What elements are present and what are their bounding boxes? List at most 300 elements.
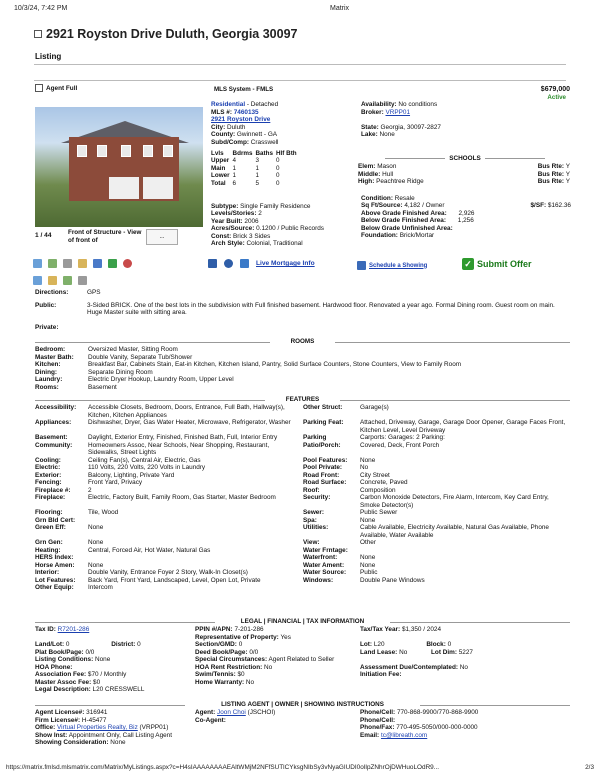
room-label: Dining: (35, 368, 58, 376)
ppin-label: PPIN #/APN: (195, 626, 233, 633)
listing-photo[interactable] (35, 107, 203, 227)
county-value: Gwinnett - GA (236, 131, 278, 139)
rule (340, 400, 570, 401)
room-value: Separate Dining Room (88, 368, 153, 376)
room-value: Double Vanity, Separate Tub/Shower (88, 353, 193, 361)
window (121, 145, 131, 157)
feature-row (35, 539, 570, 547)
levels-cell: 1 (255, 172, 260, 180)
room-label: Rooms: (35, 383, 59, 391)
feature-label: Sewer: (303, 509, 324, 516)
feature-label: Waterfront: (303, 554, 338, 561)
public-remarks-label: Public: (35, 301, 57, 309)
feature-row (35, 562, 570, 570)
feature-value: None (360, 456, 376, 464)
table-row (211, 172, 300, 180)
feature-value: Garage(s) (360, 404, 389, 411)
feature-row (35, 554, 570, 562)
feature-label: Flooring: (35, 509, 63, 516)
feature-value: Balcony, Lighting, Private Yard (88, 471, 175, 479)
address-link[interactable]: 2921 Royston Drive (211, 116, 271, 124)
district-value: 0 (137, 641, 141, 648)
feature-label: Exterior: (35, 471, 62, 479)
assocfee-value: $70 / Monthly (87, 671, 127, 678)
plat-label: Plat Book/Page: (35, 648, 84, 656)
detail-value: Colonial, Traditional (246, 240, 303, 248)
schedule-showing[interactable] (357, 261, 427, 270)
feature-label: Water Frntage: (303, 546, 348, 554)
levels-cell: 0 (276, 172, 280, 180)
rooms-list (35, 346, 570, 392)
detail-label: Year Built: (211, 217, 243, 225)
detail-value: 0.1200 / Public Records (256, 225, 324, 233)
section-label: Section/GMD: (195, 641, 237, 648)
house-facade (69, 137, 179, 201)
detail-label: Arch Style: (211, 240, 245, 248)
above-fin-value: 2,926 (458, 209, 475, 217)
feature-value: Composition (360, 486, 396, 494)
levels-cell: 3 (255, 157, 260, 165)
feature-label: Windows: (303, 576, 334, 584)
area-details (361, 195, 571, 239)
coagent-label: Co-Agent: (195, 716, 226, 724)
levels-cell: Lower (211, 172, 230, 180)
feature-label: Grn Bld Cert: (35, 516, 76, 524)
feature-value: Daylight, Exterior Entry, Finished, Finished Bath, Full, Interior Entry (88, 434, 278, 441)
availability-label: Availability: (361, 101, 397, 108)
flag-icon[interactable] (123, 259, 132, 268)
license-label: Agent License#: (35, 709, 85, 716)
feature-label: HERS Index: (35, 554, 74, 561)
email-link[interactable]: tc@libreath.com (380, 731, 428, 739)
legaldesc-label: Legal Description: (35, 686, 91, 693)
lotdim-label: Lot Dim: (431, 648, 457, 656)
photo-icon[interactable] (48, 259, 57, 268)
condition-label: Condition: (361, 195, 393, 202)
fax-value: 770-495-5050/000-000-0000 (396, 724, 478, 731)
feature-value (360, 584, 570, 592)
feature-value: Tile, Wood (88, 509, 119, 516)
bus-label: Bus Rte: (537, 163, 565, 170)
detail-label: Subtype: (211, 203, 239, 210)
bus-value: Y (565, 178, 570, 186)
rule (390, 622, 570, 623)
feature-label: Fireplace #: (35, 486, 71, 494)
feature-value: Public (360, 569, 378, 576)
feature-value: Cable Available, Electricity Available, Natural Gas Available, Phone Available, Water Available (360, 524, 549, 539)
block-label: Block: (426, 641, 446, 648)
legal-info (35, 626, 570, 694)
feature-value: None (88, 539, 104, 546)
feature-value (360, 547, 570, 555)
feature-label: Other Struct: (303, 404, 343, 411)
psf-value: $162.36 (547, 202, 571, 210)
photo-caption: Front of Structure - View of front of (68, 229, 142, 244)
feature-value: Electric, Factory Built, Family Room, Gas Starter, Master Bedroom (88, 494, 276, 501)
features-heading (35, 396, 570, 403)
feature-label: View: (303, 539, 320, 546)
levels-cell: 1 (232, 172, 237, 180)
levels-cell: 1 (232, 164, 237, 172)
agent-full-label (35, 84, 77, 92)
legal-heading (35, 618, 570, 625)
feature-label: Roof: (303, 486, 320, 494)
lease-value: No (399, 648, 408, 656)
detail-label: Acres/Source: (211, 225, 255, 233)
detail-value: 2 (258, 210, 262, 218)
firm-value: H-45477 (81, 716, 107, 724)
firm-label: Firm License#: (35, 716, 81, 724)
feature-row (35, 509, 570, 517)
assess-label: Assessment Due/Contemplated: (360, 663, 459, 671)
directions-icon[interactable] (108, 259, 117, 268)
levels-cell: 5 (255, 179, 260, 187)
summary-left (211, 101, 300, 188)
feature-row (35, 569, 570, 577)
feature-label: Accessibility: (35, 404, 77, 411)
print-datetime: 10/3/24, 7:42 PM (14, 5, 68, 12)
lake-label: Lake: (361, 131, 378, 139)
rule (420, 705, 570, 706)
summary-right (361, 101, 441, 139)
tax-id-link[interactable]: R7201-286 (57, 626, 90, 633)
feature-row (35, 524, 570, 539)
listcond-value: None (95, 656, 111, 663)
mls-label: MLS #: (211, 108, 232, 116)
detail-value: 2006 (244, 217, 259, 225)
swim-label: Swim/Tennis: (195, 671, 236, 678)
schools-list (358, 163, 570, 186)
lot-value: L20 (373, 641, 385, 648)
agent-heading (35, 701, 570, 708)
swim-value: $0 (237, 671, 245, 678)
feature-value: None (88, 524, 104, 531)
map-icon[interactable] (33, 259, 42, 268)
property-subtype: - Detached (245, 101, 279, 108)
photo-more-button[interactable]: ... (146, 229, 178, 245)
submit-offer-label: Submit Offer (477, 259, 532, 269)
agent-info (35, 709, 570, 747)
county-label: County: (211, 131, 236, 139)
feature-label: Appliances: (35, 419, 72, 426)
table-row (211, 165, 300, 173)
room-value: Oversized Master, Sitting Room (88, 346, 178, 353)
feature-label: Fireplace: (35, 494, 66, 501)
rule (35, 342, 270, 343)
section-label: Listing (35, 52, 62, 61)
school-value: Mason (377, 163, 397, 170)
lake-value: None (379, 131, 395, 139)
property-details (211, 203, 324, 247)
foundation-value: Brick/Mortar (399, 232, 435, 240)
calculator-icon[interactable] (208, 259, 217, 268)
rule (35, 705, 185, 706)
feature-value: Concrete, Paved (360, 479, 408, 486)
feature-label: Community: (35, 441, 73, 449)
phone2-label: Phone/Cell: (360, 716, 396, 724)
assocfee-label: Association Fee: (35, 671, 87, 678)
hoarestr-label: HOA Rent Restriction: (195, 663, 263, 671)
feature-value (88, 517, 303, 525)
photo-counter[interactable]: 1 / 44 (35, 232, 52, 239)
condition-value: Resale (394, 195, 415, 202)
bus-label: Bus Rte: (537, 170, 565, 178)
feature-row (35, 472, 570, 480)
remarks (35, 289, 570, 331)
table-row (211, 157, 300, 165)
below-unfin-label: Below Grade Unfinished Area: (361, 224, 453, 232)
detail-label: Levels/Stories: (211, 210, 257, 218)
sqft-label: Sq Ft/Source: (361, 202, 403, 210)
office-label: Office: (35, 724, 56, 731)
deed-value: 0/0 (249, 648, 259, 656)
feature-value: Double Pane Windows (360, 576, 425, 584)
calendar-icon[interactable] (33, 276, 42, 285)
submit-offer-button[interactable] (462, 258, 532, 270)
quick-actions-2 (33, 276, 87, 285)
tour-icon[interactable] (93, 259, 102, 268)
phone-label: Phone/Cell: (360, 709, 396, 716)
section-value: 0 (238, 641, 243, 648)
rep-label: Representative of Property: (195, 633, 279, 641)
rule (35, 400, 265, 401)
feature-label: Heating: (35, 546, 61, 554)
levels-cell: 4 (232, 157, 237, 165)
state-value: Georgia, 30097-2827 (380, 123, 441, 131)
levels-cell: Total (211, 179, 226, 187)
garage-door (143, 177, 173, 199)
detail-value: Single Family Residence (240, 203, 311, 210)
feature-row (35, 584, 570, 592)
feature-label: Pool Features: (303, 456, 348, 464)
feature-value: Covered, Deck, Front Porch (360, 441, 440, 449)
warranty-label: Home Warranty: (195, 678, 245, 686)
feature-label: Water Source: (303, 569, 347, 576)
feature-row (35, 494, 570, 509)
page-title-text: 2921 Royston Drive Duluth, Georgia 30097 (46, 27, 298, 41)
globe-icon[interactable] (224, 259, 233, 268)
bus-value: Y (565, 163, 570, 170)
garage-door (109, 177, 139, 199)
feature-row (35, 487, 570, 495)
page-title (34, 27, 297, 41)
feature-value: Public Sewer (360, 509, 398, 516)
room-label: Laundry: (35, 376, 63, 384)
initfee-label: Initiation Fee: (360, 671, 402, 678)
feature-value: None (88, 561, 104, 569)
tool-actions (208, 259, 315, 268)
feature-row (35, 419, 570, 434)
special-value: Agent Related to Seller (268, 656, 335, 663)
feature-value (88, 554, 303, 562)
psf-label: $/SF: (530, 202, 547, 210)
directions-value: GPS (87, 289, 101, 296)
levels-header: Baths (255, 149, 273, 157)
feature-row (35, 404, 570, 419)
hoa-label: HOA Phone: (35, 663, 73, 671)
feature-label: Interior: (35, 569, 60, 576)
rooms-heading (35, 338, 570, 345)
feature-row (35, 457, 570, 465)
assess-value: No (459, 663, 468, 671)
broker-label: Broker: (361, 108, 384, 116)
feature-value: Intercom (88, 584, 113, 591)
agent-label: Agent: (195, 709, 216, 716)
list-price: $679,000 (540, 86, 570, 93)
features-list (35, 404, 570, 592)
page-number: 2/3 (585, 764, 594, 771)
feature-value: Back Yard, Front Yard, Landscaped, Level, Open Lot, Private (88, 576, 261, 584)
feature-value: Dishwasher, Dryer, Gas Water Heater, Microwave, Refrigerator, Washer (88, 419, 291, 426)
email-label: Email: (360, 731, 380, 739)
agent-code: (JSCHOI) (245, 709, 276, 716)
agent-heading-text: LISTING AGENT | OWNER | SHOWING INSTRUCTIONS (221, 701, 384, 708)
below-fin-value: 1,256 (457, 217, 474, 225)
feature-value: None (360, 516, 376, 524)
show-cons-label: Showing Consideration: (35, 739, 109, 746)
rule (335, 342, 570, 343)
room-label: Bedroom: (35, 346, 66, 353)
divider (34, 64, 566, 65)
feature-value: Homeowners Assoc, Near Schools, Near Shopping, Restaurant, Sidewalks, Street Lights (88, 441, 270, 456)
list-item (358, 163, 570, 171)
tax-id-label: Tax ID: (35, 626, 56, 633)
feature-row (35, 577, 570, 585)
office-link[interactable]: Virtual Properties Realty, Biz (57, 724, 138, 731)
schedule-showing-link[interactable]: Schedule a Showing (369, 262, 428, 269)
live-mortgage-link[interactable]: Live Mortgage Info (256, 260, 315, 267)
feature-label: Road Surface: (303, 479, 347, 486)
special-label: Special Circumstances: (195, 656, 268, 663)
window (143, 145, 153, 157)
bus-label: Bus Rte: (537, 178, 565, 186)
feature-label: Pool Private: (303, 464, 343, 471)
fax-label: Phone/Fax: (360, 724, 395, 731)
feature-value: None (360, 554, 376, 561)
print-footer (6, 764, 594, 771)
select-checkbox[interactable] (34, 30, 42, 38)
agent-full-checkbox[interactable] (35, 84, 43, 92)
levels-cell: Main (211, 164, 226, 172)
show-inst-label: Show Inst: (35, 731, 68, 739)
rule (35, 622, 215, 623)
levels-cell: 0 (276, 179, 280, 187)
landlot-value: 0 (65, 641, 70, 648)
feature-label: Other Equip: (35, 584, 74, 591)
feature-label: Cooling: (35, 456, 61, 464)
page-url: https://matrix.fmlsd.mlsmatrix.com/Matrix/MyListings.aspx?c=H4sIAAAAAAAAEAltWMjM2NFfSUTlCYksgNIbSy3vNyaGIUDI0olIpZNhrOjDWHuoLOdR9... (6, 764, 440, 771)
feature-row (35, 547, 570, 555)
city-label: City: (211, 123, 226, 131)
school-label: High: (358, 178, 375, 186)
levels-cell: 6 (232, 179, 237, 187)
submit-offer-icon: ✓ (462, 258, 474, 270)
history-icon[interactable] (78, 276, 87, 285)
window (97, 145, 107, 157)
feature-value: City Street (360, 471, 390, 479)
divider (34, 80, 566, 81)
list-item (358, 178, 570, 186)
levels-header: Bdrms (232, 149, 253, 157)
lotdim-value: 5227 (458, 648, 473, 656)
school-value: Hull (382, 170, 394, 178)
master-fee-label: Master Assoc Fee: (35, 678, 92, 686)
license-value: 316941 (86, 709, 108, 716)
agent-link[interactable]: Joon Choi (217, 709, 246, 716)
master-fee-value: $0 (93, 678, 101, 686)
feature-label: Water Ament: (303, 561, 345, 569)
school-label: Middle: (358, 170, 381, 178)
feature-value: 2 (88, 486, 92, 494)
school-label: Elem: (358, 163, 376, 170)
levels-cell: 0 (276, 157, 280, 165)
feature-label: Electric: (35, 464, 61, 471)
feature-label: Basement: (35, 434, 68, 441)
above-fin-label: Above Grade Finished Area: (361, 209, 447, 217)
subd-value: Crasswell (250, 138, 279, 146)
mls-number: 7460135 (233, 108, 259, 116)
feature-row (35, 464, 570, 472)
print-app-name: Matrix (330, 5, 350, 12)
feature-label: Spa: (303, 516, 317, 524)
ppin-value: 7-201-286 (234, 626, 264, 633)
feature-value: Double Vanity, Entrance Foyer 2 Story, Walk-In Closet(s) (88, 569, 248, 576)
status-badge: Active (547, 94, 566, 101)
feature-value: Carports: Garages: 2 Parking: (360, 434, 445, 441)
directions-label: Directions: (35, 289, 69, 296)
property-type: Residential (211, 101, 246, 108)
feature-value: Attached, Driveway, Garage, Garage Door Opener, Garage Faces Front, Kitchen Level, Level Driveway (360, 419, 566, 434)
email-icon[interactable] (63, 276, 72, 285)
public-remarks-value: 3-Sided BRICK. One of the best lots in the subdivision with Full finished basement. Hardwood floor. Renovated a year ago. Formal Dining room. Guest room on main. Huge Master suite with sitting area. (87, 301, 555, 317)
feature-label: Fencing: (35, 479, 62, 486)
feature-row (35, 479, 570, 487)
feature-value: Ceiling Fan(s), Central Air, Electric, Gas (88, 456, 201, 464)
schedule-icon (357, 261, 366, 270)
landlot-label: Land/Lot: (35, 641, 65, 648)
legaldesc-value: L20 CRESSWELL (92, 686, 145, 693)
room-label: Master Bath: (35, 353, 74, 361)
feature-value: None (360, 561, 376, 569)
city-value: Duluth (226, 123, 246, 131)
room-label: Kitchen: (35, 361, 61, 369)
rooms-heading-text: ROOMS (290, 338, 315, 345)
broker-link[interactable]: VRPP01 (385, 108, 411, 116)
levels-cell: 0 (276, 164, 280, 172)
room-value: Basement (88, 383, 117, 391)
detail-label: Const: (211, 232, 232, 240)
feature-label: Patio/Porch: (303, 441, 341, 449)
plat-value: 0/0 (85, 648, 95, 656)
listcond-label: Listing Conditions: (35, 656, 94, 663)
tax-year-value: $1,350 / 2024 (401, 626, 442, 633)
home-icon[interactable] (240, 259, 249, 268)
quick-actions (33, 259, 132, 268)
detail-value: Brick 3 Sides (233, 232, 271, 240)
print-icon[interactable] (63, 259, 72, 268)
schools-heading: SCHOOLS (361, 155, 569, 162)
document-icon[interactable] (78, 259, 87, 268)
feature-value: Carbon Monoxide Detectors, Fire Alarm, Intercom, Key Card Entry, Smoke Detector(s) (360, 494, 549, 509)
sqft-value: 4,182 / Owner (404, 202, 445, 210)
bus-value: Y (565, 170, 570, 178)
hoarestr-value: No (264, 663, 273, 671)
show-inst-value: Appointment Only, Call Listing Agent (68, 731, 173, 739)
list-item (358, 171, 570, 179)
feature-label: Horse Amen: (35, 561, 75, 569)
feature-label: Security: (303, 494, 331, 501)
folder-icon[interactable] (48, 276, 57, 285)
